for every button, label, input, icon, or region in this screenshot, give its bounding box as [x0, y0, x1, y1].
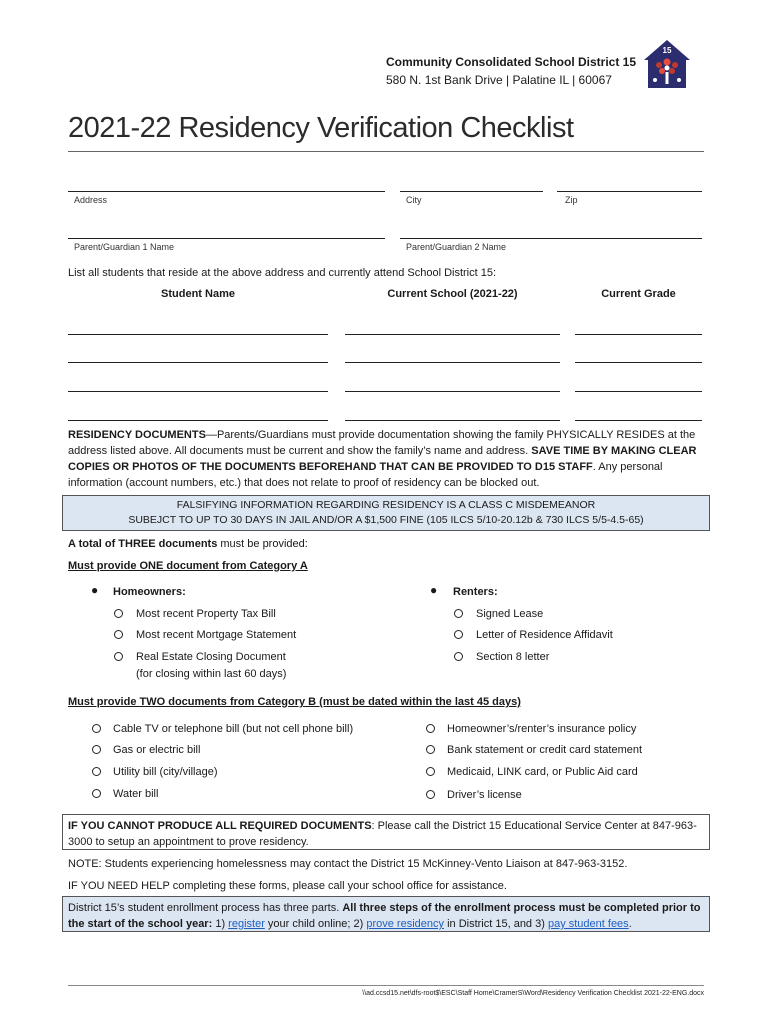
checkbox-circle-icon[interactable] [114, 630, 123, 639]
homeowner-item: Most recent Property Tax Bill [136, 608, 276, 620]
checkbox-circle-icon[interactable] [114, 652, 123, 661]
category-b-heading: Must provide TWO documents from Category B (must be dated within the last 45 days) [68, 696, 521, 708]
student-grade-line[interactable] [575, 362, 702, 363]
renter-item: Signed Lease [476, 608, 544, 620]
title-divider [68, 151, 704, 152]
student-name-line[interactable] [68, 420, 328, 421]
warning-box [62, 495, 710, 531]
register-link[interactable]: register [228, 918, 265, 930]
residency-text1: —Parents/Guardians must provide documentation showing the family PHYSICALLY RESIDES at the address listed above. All documents must be current and show the family’s name and address. [68, 429, 696, 457]
checkbox-circle-icon[interactable] [114, 609, 123, 618]
warning-line1: FALSIFYING INFORMATION REGARDING RESIDENCY IS A CLASS C MISDEMEANOR [176, 499, 596, 511]
student-grade-line[interactable] [575, 391, 702, 392]
category-b-item: Homeowner’s/renter’s insurance policy [447, 723, 637, 735]
renter-item: Letter of Residence Affidavit [476, 629, 613, 641]
category-b-item: Cable TV or telephone bill (but not cell phone bill) [113, 723, 354, 735]
total-documents [68, 536, 308, 552]
renter-item: Section 8 letter [476, 651, 550, 663]
renters-label: Renters: [453, 586, 498, 598]
bullet-icon: ● [430, 583, 438, 597]
zip-field[interactable] [557, 191, 702, 192]
district-logo-icon [642, 38, 692, 90]
city-label: City [406, 195, 422, 205]
bullet-icon: ● [91, 583, 99, 597]
residency-lead: RESIDENCY DOCUMENTS [68, 429, 206, 441]
district-name: Community Consolidated School District 15 [386, 55, 637, 69]
students-intro: List all students that reside at the above address and currently attend School District 15: [68, 267, 497, 279]
category-b-item: Utility bill (city/village) [113, 766, 218, 778]
checkbox-circle-icon[interactable] [454, 609, 463, 618]
page-title: 2021-22 Residency Verification Checklist [68, 112, 574, 144]
checkbox-circle-icon[interactable] [454, 630, 463, 639]
cannot-produce-text [63, 815, 709, 850]
student-grade-line[interactable] [575, 334, 702, 335]
address-label: Address [74, 195, 108, 205]
checkbox-circle-icon[interactable] [454, 652, 463, 661]
total-bold: A total of THREE documents [68, 538, 218, 550]
category-b-item: Medicaid, LINK card, or Public Aid card [447, 766, 638, 778]
checkbox-circle-icon[interactable] [92, 767, 101, 776]
checkbox-circle-icon[interactable] [426, 745, 435, 754]
logo-number: 15 [662, 46, 672, 55]
address-field[interactable] [68, 191, 385, 192]
cannot-produce-box [62, 814, 710, 850]
checkbox-circle-icon[interactable] [92, 724, 101, 733]
checkbox-circle-icon[interactable] [426, 790, 435, 799]
student-school-line[interactable] [345, 391, 560, 392]
total-rest: must be provided: [217, 538, 308, 550]
category-b-item: Driver’s license [447, 789, 522, 801]
steps-t1: 1) [212, 918, 229, 930]
warning-line2: SUBEJCT TO UP TO 30 DAYS IN JAIL AND/OR A $1,500 FINE (105 ILCS 5/10-20.12b & 730 ILCS 5/5-4.5-65) [128, 514, 644, 526]
category-b-item: Water bill [113, 788, 159, 800]
steps-t4: . [628, 918, 632, 930]
student-grade-line[interactable] [575, 420, 702, 421]
residency-paragraph [68, 427, 704, 491]
cannot-produce-bold: IF YOU CANNOT PRODUCE ALL REQUIRED DOCUMENTS [68, 820, 372, 832]
category-a-heading: Must provide ONE document from Category A [68, 560, 308, 572]
footer-file-path: \\ad.ccsd15.net\dfs-root$\ESC\Staff Home\CramerS\Word\Residency Verification Checklist 2021-22-ENG.docx [362, 990, 704, 997]
steps-t3: in District 15, and 3) [444, 918, 548, 930]
zip-label: Zip [565, 195, 578, 205]
homeowners-label: Homeowners: [113, 586, 186, 598]
student-name-line[interactable] [68, 391, 328, 392]
prove-residency-link[interactable]: prove residency [366, 918, 445, 930]
category-b-item: Gas or electric bill [113, 744, 201, 756]
student-school-line[interactable] [345, 362, 560, 363]
parent2-label: Parent/Guardian 2 Name [406, 242, 507, 252]
checkbox-circle-icon[interactable] [92, 789, 101, 798]
residency-text2: . Any personal information (account numbers, etc.) that does not relate to proof of residency can be blocked out. [68, 461, 663, 489]
homelessness-note: NOTE: Students experiencing homelessness may contact the District 15 McKinney-Vento Liaison at 847-963-3152. [68, 858, 628, 870]
checkbox-circle-icon[interactable] [92, 745, 101, 754]
column-current-school: Current School (2021-22) [387, 288, 518, 300]
category-b-item: Bank statement or credit card statement [447, 744, 643, 756]
steps-bold: All three steps of the enrollment process must be completed prior to the start of the school year: [68, 902, 701, 930]
steps-plain: District 15’s student enrollment process has three parts. [68, 902, 343, 914]
column-student-name: Student Name [161, 288, 235, 300]
checkbox-circle-icon[interactable] [426, 767, 435, 776]
cannot-produce-rest: : Please call the District 15 Educational Service Center at 847-963-3000 to setup an appointment to prove residency. [68, 820, 697, 848]
student-school-line[interactable] [345, 334, 560, 335]
student-school-line[interactable] [345, 420, 560, 421]
checkbox-circle-icon[interactable] [426, 724, 435, 733]
student-name-line[interactable] [68, 362, 328, 363]
footer-divider [68, 985, 704, 986]
student-name-line[interactable] [68, 334, 328, 335]
homeowner-item-note: (for closing within last 60 days) [136, 668, 287, 680]
column-current-grade: Current Grade [601, 288, 676, 300]
parent1-label: Parent/Guardian 1 Name [74, 242, 175, 252]
pay-student-fees-link[interactable]: pay student fees [547, 918, 629, 930]
city-field[interactable] [400, 191, 543, 192]
homeowner-item: Most recent Mortgage Statement [136, 629, 297, 641]
parent1-field[interactable] [68, 238, 385, 239]
parent2-field[interactable] [400, 238, 702, 239]
district-address: 580 N. 1st Bank Drive | Palatine IL | 60067 [386, 73, 612, 87]
enrollment-steps-box [62, 896, 710, 932]
enrollment-steps-text [63, 897, 709, 932]
steps-t2: your child online; 2) [264, 918, 367, 930]
residency-bold: SAVE TIME BY MAKING CLEAR COPIES OR PHOTOS OF THE DOCUMENTS BEFOREHAND THAT CAN BE PROVIDED TO D15 STAFF [68, 445, 697, 473]
help-note: IF YOU NEED HELP completing these forms, please call your school office for assistance. [68, 880, 507, 892]
homeowner-item: Real Estate Closing Document [136, 651, 286, 663]
